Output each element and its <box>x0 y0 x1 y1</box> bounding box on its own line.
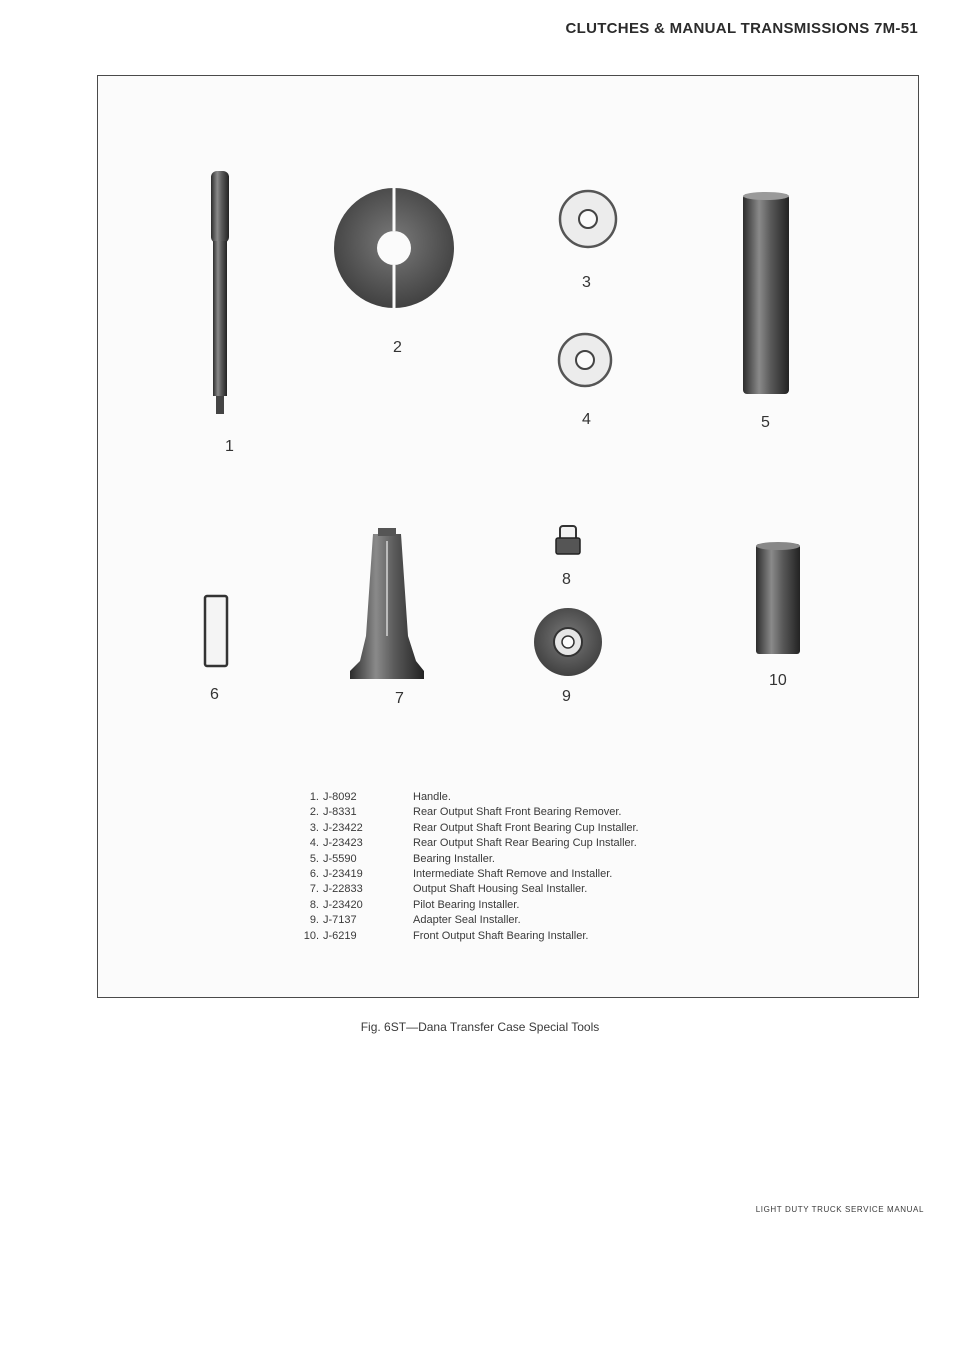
tool-6-pin <box>205 596 227 666</box>
page-footer: LIGHT DUTY TRUCK SERVICE MANUAL <box>755 1205 924 1214</box>
tool-2-split-disk <box>334 188 454 308</box>
legend-row: 6. J-23419 Intermediate Shaft Remove and Installer. <box>309 868 613 881</box>
tool-10-short-tube <box>756 542 800 654</box>
legend-row: 8. J-23420 Pilot Bearing Installer. <box>309 898 520 911</box>
page-header: CLUTCHES & MANUAL TRANSMISSIONS 7M-51 <box>565 20 918 37</box>
tool-8-pilot-installer <box>556 526 580 554</box>
figure-frame <box>97 75 919 998</box>
legend-row: 3. J-23422 Rear Output Shaft Front Bearing Cup Installer. <box>309 821 639 834</box>
tool-label-2: 2 <box>393 339 402 356</box>
tools-photo <box>98 76 920 716</box>
tool-label-4: 4 <box>582 411 591 428</box>
figure-caption: Fig. 6ST—Dana Transfer Case Special Tools <box>360 1020 600 1034</box>
tool-label-1: 1 <box>225 438 234 455</box>
tool-7-seal-installer <box>350 528 424 679</box>
tool-9-adapter-disk <box>534 608 602 676</box>
legend-row: 9. J-7137 Adapter Seal Installer. <box>309 914 521 927</box>
tool-label-9: 9 <box>562 688 571 705</box>
tool-1-handle <box>211 171 229 414</box>
legend-row: 7. J-22833 Output Shaft Housing Seal Installer. <box>309 883 588 896</box>
tool-5-tube <box>743 192 789 394</box>
legend-row: 5. J-5590 Bearing Installer. <box>309 852 495 865</box>
tool-label-3: 3 <box>582 274 591 291</box>
tool-label-5: 5 <box>761 414 770 431</box>
legend-row: 10. J-6219 Front Output Shaft Bearing Installer. <box>303 929 589 942</box>
tool-label-8: 8 <box>562 571 571 588</box>
tool-label-6: 6 <box>210 686 219 703</box>
tool-label-10: 10 <box>769 672 787 689</box>
legend-row: 4. J-23423 Rear Output Shaft Rear Bearing Cup Installer. <box>309 837 637 850</box>
tool-4-ring <box>559 334 611 386</box>
tool-3-ring <box>560 191 616 247</box>
legend-row: 2. J-8331 Rear Output Shaft Front Bearing Remover. <box>309 806 622 819</box>
legend-row: 1. J-8092 Handle. <box>309 791 451 803</box>
tools-legend <box>297 790 639 944</box>
tool-label-7: 7 <box>395 690 404 707</box>
